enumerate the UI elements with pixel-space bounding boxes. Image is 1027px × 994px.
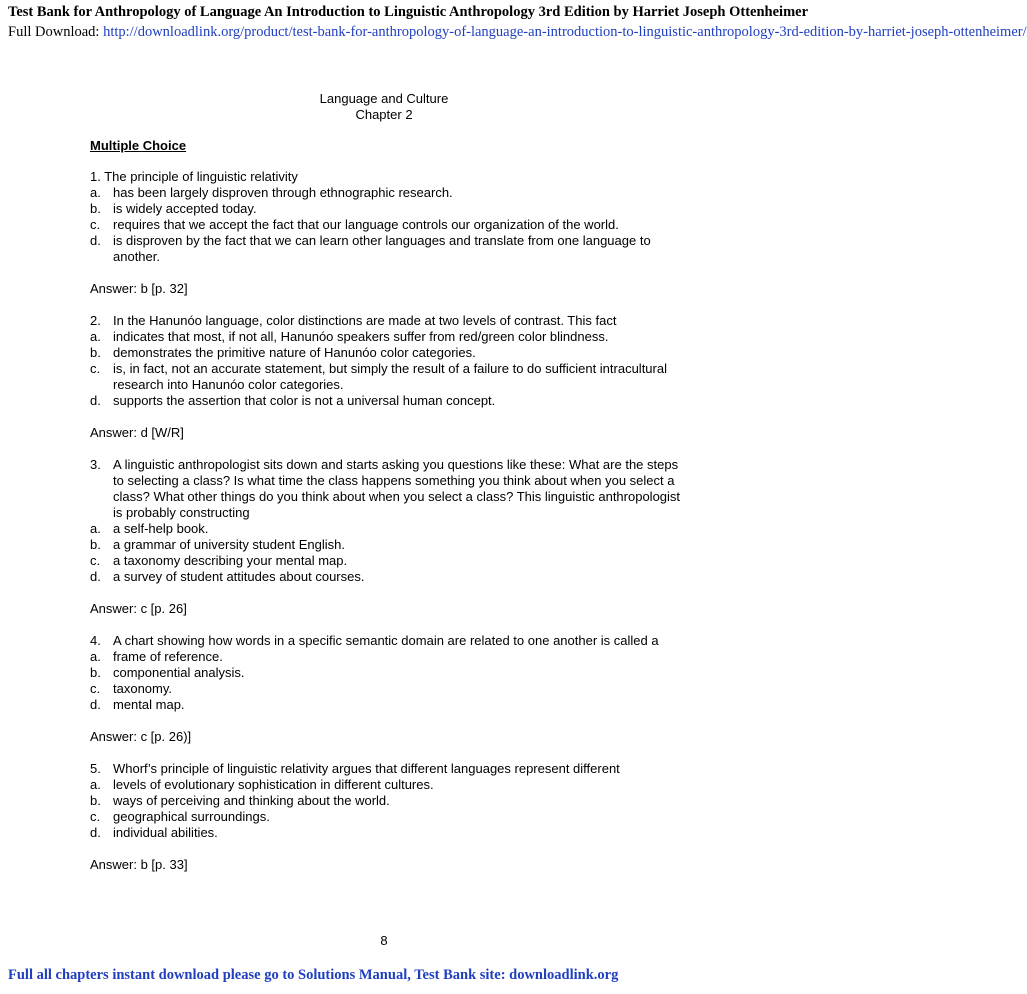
banner-title: Test Bank for Anthropology of Language An Introduction to Linguistic Anthropology 3rd Edition by Harriet Joseph Ottenheimer (8, 4, 809, 20)
option-text: componential analysis. (113, 665, 245, 680)
answer-key: Answer: d [W/R] (90, 425, 184, 440)
question-list (90, 138, 690, 889)
option-letter: c. (90, 681, 101, 696)
document-header (0, 91, 768, 123)
option-letter: c. (90, 553, 101, 568)
banner-download-line (8, 23, 1027, 41)
answer-option (90, 521, 690, 537)
answer-option (90, 361, 690, 393)
option-text: frame of reference. (113, 649, 223, 664)
option-letter: d. (90, 233, 101, 248)
option-letter: c. (90, 217, 101, 232)
answer-key: Answer: c [p. 26] (90, 601, 187, 616)
question-stem (90, 457, 690, 521)
option-letter: c. (90, 809, 101, 824)
option-text: ways of perceiving and thinking about the world. (113, 793, 390, 808)
question-3 (90, 457, 690, 617)
option-text: a survey of student attitudes about courses. (113, 569, 365, 584)
answer-option (90, 569, 690, 585)
option-text: a self-help book. (113, 521, 209, 536)
answer-key: Answer: c [p. 26)] (90, 729, 192, 744)
answer-option (90, 217, 690, 233)
option-text: is disproven by the fact that we can learn other languages and translate from one language to another. (113, 233, 651, 264)
question-number: 2. (90, 313, 101, 328)
answer-option (90, 553, 690, 569)
option-text: a grammar of university student English. (113, 537, 345, 552)
option-letter: a. (90, 649, 101, 664)
question-text: The principle of linguistic relativity (104, 169, 298, 184)
question-number: 3. (90, 457, 101, 472)
option-letter: c. (90, 361, 101, 376)
answer-option (90, 185, 690, 201)
option-text: individual abilities. (113, 825, 218, 840)
answer-option (90, 681, 690, 697)
answer-option (90, 649, 690, 665)
answer-key: Answer: b [p. 33] (90, 857, 188, 872)
answer-option (90, 201, 690, 217)
question-stem (90, 169, 690, 185)
answer-option (90, 537, 690, 553)
option-letter: d. (90, 569, 101, 584)
question-stem (90, 633, 690, 649)
question-number: 4. (90, 633, 101, 648)
option-letter: d. (90, 393, 101, 408)
question-stem (90, 761, 690, 777)
question-5 (90, 761, 690, 873)
option-text: geographical surroundings. (113, 809, 270, 824)
answer-option (90, 809, 690, 825)
option-letter: d. (90, 825, 101, 840)
option-letter: d. (90, 697, 101, 712)
question-text: A chart showing how words in a specific semantic domain are related to one another is called a (113, 633, 659, 648)
option-text: has been largely disproven through ethnographic research. (113, 185, 453, 200)
question-stem (90, 313, 690, 329)
download-label: Full Download: (8, 24, 104, 40)
document-title: Language and Culture (319, 91, 449, 106)
answer-option (90, 345, 690, 361)
answer-option (90, 665, 690, 681)
option-letter: b. (90, 345, 101, 360)
option-text: levels of evolutionary sophistication in different cultures. (113, 777, 434, 792)
option-text: indicates that most, if not all, Hanunóo speakers suffer from red/green color blindness. (113, 329, 609, 344)
option-letter: b. (90, 793, 101, 808)
option-text: demonstrates the primitive nature of Hanunóo color categories. (113, 345, 476, 360)
answer-option (90, 393, 690, 409)
question-text: Whorf’s principle of linguistic relativity argues that different languages represent different (113, 761, 620, 776)
question-4 (90, 633, 690, 745)
answer-option (90, 697, 690, 713)
section-heading: Multiple Choice (90, 138, 187, 153)
option-letter: a. (90, 329, 101, 344)
option-letter: a. (90, 185, 101, 200)
answer-key: Answer: b [p. 32] (90, 281, 188, 296)
option-letter: b. (90, 537, 101, 552)
answer-option (90, 777, 690, 793)
answer-option (90, 825, 690, 841)
answer-option (90, 329, 690, 345)
option-text: mental map. (113, 697, 185, 712)
option-letter: b. (90, 201, 101, 216)
option-letter: a. (90, 521, 101, 536)
question-1 (90, 169, 690, 297)
option-text: a taxonomy describing your mental map. (113, 553, 348, 568)
option-text: supports the assertion that color is not a universal human concept. (113, 393, 496, 408)
question-number: 5. (90, 761, 101, 776)
question-text: In the Hanunóo language, color distinctions are made at two levels of contrast. This fact (113, 313, 617, 328)
option-text: is widely accepted today. (113, 201, 257, 216)
answer-option (90, 793, 690, 809)
option-letter: b. (90, 665, 101, 680)
answer-option (90, 233, 690, 265)
question-2 (90, 313, 690, 441)
question-number: 1. (90, 169, 101, 184)
option-text: taxonomy. (113, 681, 173, 696)
option-text: requires that we accept the fact that our language controls our organization of the world. (113, 217, 619, 232)
chapter-label: Chapter 2 (355, 107, 413, 122)
footer-banner[interactable]: Full all chapters instant download please go to Solutions Manual, Test Bank site: downloadlink.org (8, 967, 619, 983)
option-letter: a. (90, 777, 101, 792)
download-link[interactable]: http://downloadlink.org/product/test-bank-for-anthropology-of-language-an-introduction-to-linguistic-anthropology-3rd-edition-by-harriet-joseph-ottenheimer/ (103, 24, 1027, 40)
page-number: 8 (380, 933, 388, 948)
question-text: A linguistic anthropologist sits down and starts asking you questions like these: What are the steps to selecting a class? Is what time the class happens something you think about when you select a class? What other things do you think about when you select a class? This linguistic anthropologist is probably constructing (113, 457, 681, 520)
option-text: is, in fact, not an accurate statement, but simply the result of a failure to do sufficient intracultural research into Hanunóo color categories. (113, 361, 667, 392)
